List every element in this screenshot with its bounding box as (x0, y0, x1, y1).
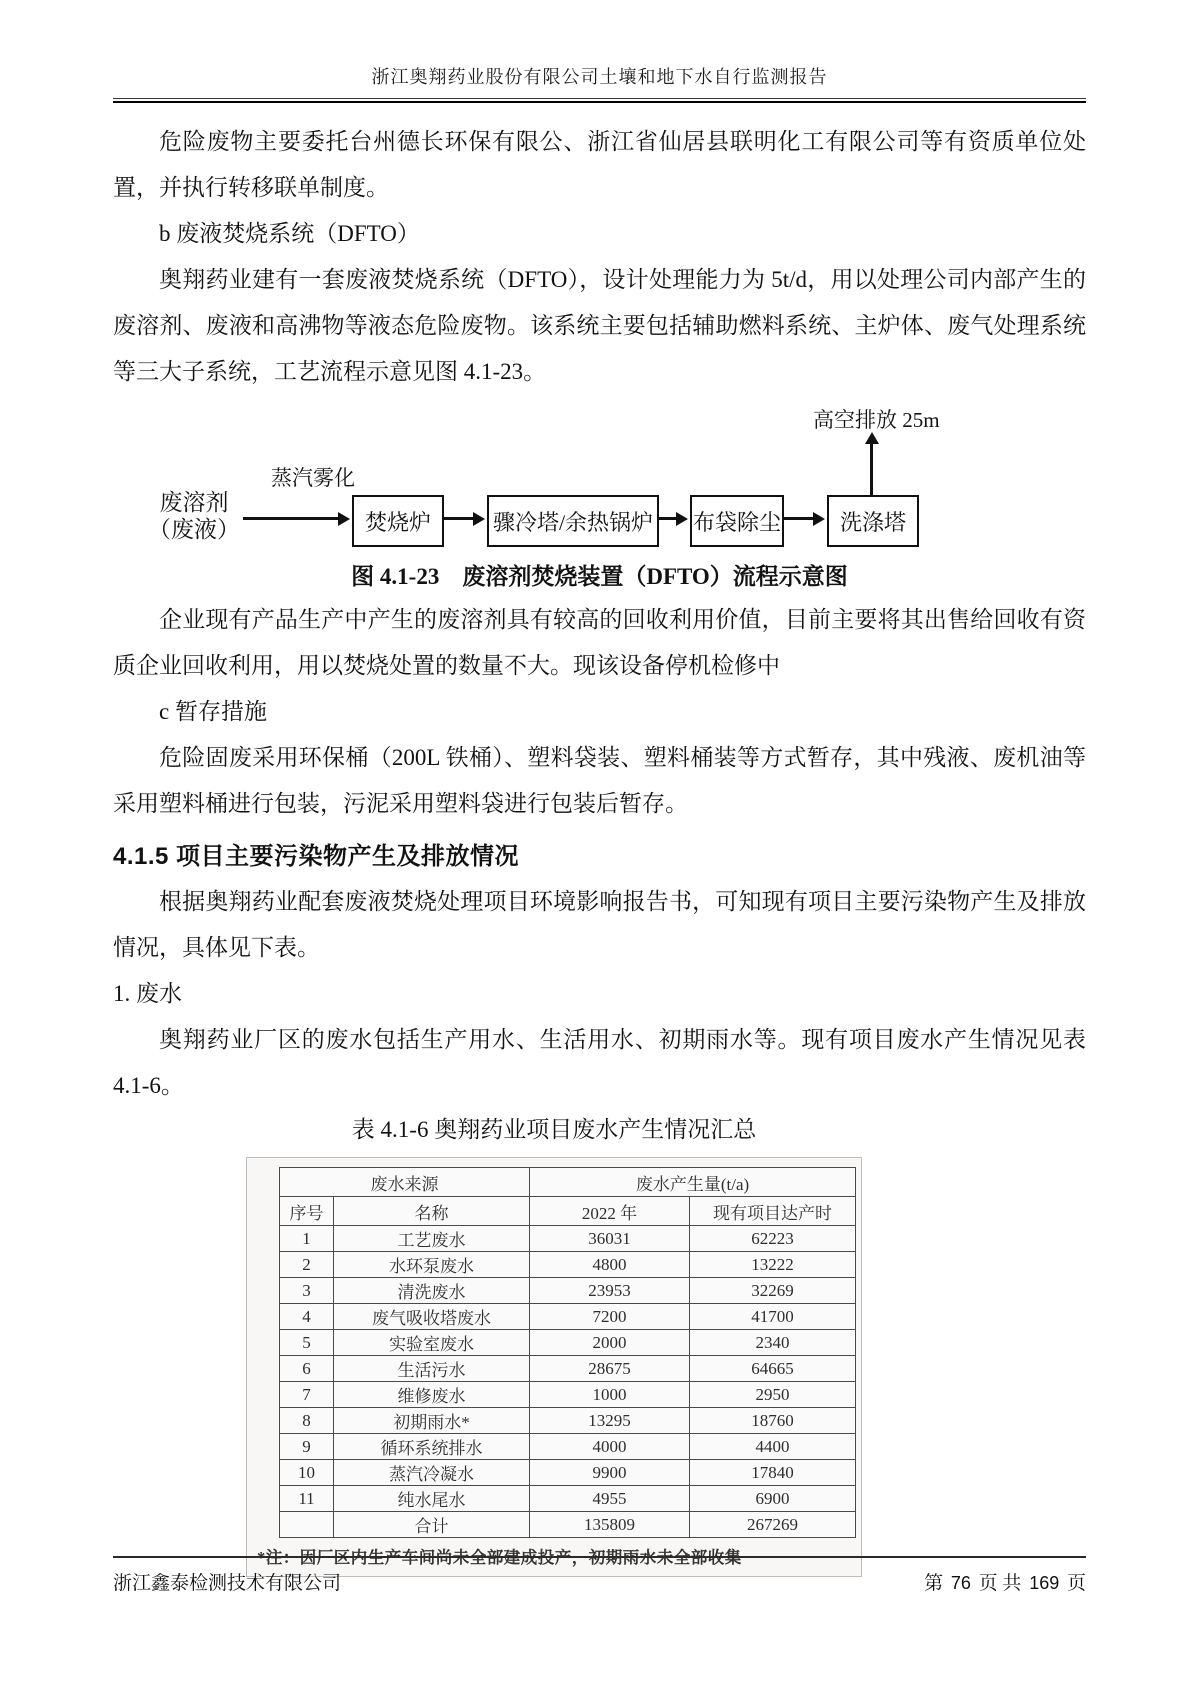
cell-2022: 4000 (530, 1434, 690, 1460)
cell-name: 清洗废水 (334, 1278, 530, 1304)
cell-name: 纯水尾水 (334, 1486, 530, 1512)
footer-page-total: 169 (1029, 1573, 1060, 1593)
header-divider (113, 98, 1086, 103)
report-title: 浙江奥翔药业股份有限公司土壤和地下水自行监测报告 (371, 67, 828, 87)
table-footnote: *注：因厂区内生产车间尚未全部建成投产，初期雨水未全部收集 (257, 1548, 742, 1567)
table-row (280, 1356, 856, 1382)
cell-no: 1 (280, 1226, 334, 1252)
table-row (280, 1252, 856, 1278)
cell-total-label: 合计 (334, 1512, 530, 1538)
stack-discharge-label: 高空排放 25m (813, 408, 940, 432)
group-header-amount: 废水产生量(t/a) (530, 1168, 856, 1197)
table-column-header-row (280, 1197, 856, 1226)
paragraph-dfto-intro: 奥翔药业建有一套废液焚烧系统（DFTO），设计处理能力为 5t/d，用以处理公司内部产生的废溶剂、废液和高沸物等液态危险废物。该系统主要包括辅助燃料系统、主炉体、废气处理系统等三大子系统，工艺流程示意见图 4.1-23。 (113, 267, 1086, 384)
cell-2022: 4800 (530, 1252, 690, 1278)
cell-capacity: 6900 (690, 1486, 856, 1512)
table-group-header-row (280, 1168, 856, 1197)
cell-name: 工艺废水 (334, 1226, 530, 1252)
cell-capacity: 64665 (690, 1356, 856, 1382)
footer-divider (113, 1556, 1086, 1558)
waste-solvent-line2: （废液） (148, 517, 240, 542)
bag-filter-box: 布袋除尘 (690, 495, 784, 547)
table-row (280, 1408, 856, 1434)
cell-no: 10 (280, 1460, 334, 1486)
section-heading-415: 4.1.5 项目主要污染物产生及排放情况 (113, 843, 520, 870)
cell-2022: 7200 (530, 1304, 690, 1330)
cell-no: 2 (280, 1252, 334, 1278)
table-row (280, 1486, 856, 1512)
cell-name: 维修废水 (334, 1382, 530, 1408)
cell-2022: 36031 (530, 1226, 690, 1252)
cell-capacity: 41700 (690, 1304, 856, 1330)
scrubber-box: 洗涤塔 (827, 495, 919, 547)
col-header-no: 序号 (280, 1197, 334, 1226)
cell-capacity: 2950 (690, 1382, 856, 1408)
cell-capacity: 4400 (690, 1434, 856, 1460)
footer-page-prefix: 第 (924, 1573, 944, 1594)
wastewater-table (279, 1167, 856, 1538)
col-header-capacity: 现有项目达产时 (690, 1197, 856, 1226)
footer-page-number: 76 (950, 1573, 971, 1593)
footer-page-info (924, 1568, 1086, 1595)
cell-capacity: 13222 (690, 1252, 856, 1278)
waste-solvent-label (148, 489, 240, 543)
table-row (280, 1226, 856, 1252)
table-row (280, 1330, 856, 1356)
cell-total-capacity: 267269 (690, 1512, 856, 1538)
flow-arrow-1 (243, 517, 339, 520)
cell-name: 废气吸收塔废水 (334, 1304, 530, 1330)
cell-empty (280, 1512, 334, 1538)
cell-no: 11 (280, 1486, 334, 1512)
cell-name: 生活污水 (334, 1356, 530, 1382)
table-row (280, 1278, 856, 1304)
cell-name: 初期雨水* (334, 1408, 530, 1434)
paragraph-hazwaste: 危险废物主要委托台州德长环保有限公、浙江省仙居县联明化工有限公司等有资质单位处置，并执行转移联单制度。 (113, 129, 1086, 200)
steam-atomization-label: 蒸汽雾化 (271, 466, 355, 490)
cell-capacity: 2340 (690, 1330, 856, 1356)
cell-2022: 13295 (530, 1408, 690, 1434)
col-header-name: 名称 (334, 1197, 530, 1226)
cell-no: 8 (280, 1408, 334, 1434)
cell-capacity: 32269 (690, 1278, 856, 1304)
cell-capacity: 62223 (690, 1226, 856, 1252)
cell-capacity: 18760 (690, 1408, 856, 1434)
paragraph-pollutants: 根据奥翔药业配套废液焚烧处理项目环境影响报告书，可知现有项目主要污染物产生及排放情况，具体见下表。 (113, 889, 1086, 960)
paragraph-recycle: 企业现有产品生产中产生的废溶剂具有较高的回收利用价值，目前主要将其出售给回收有资质企业回收利用，用以焚烧处置的数量不大。现该设备停机检修中 (113, 607, 1086, 678)
cell-no: 9 (280, 1434, 334, 1460)
dfto-flow-diagram (113, 407, 1086, 557)
scanned-table-region (246, 1157, 862, 1577)
paragraph-b-heading: b 废液焚烧系统（DFTO） (159, 221, 420, 246)
cell-name: 水环泵废水 (334, 1252, 530, 1278)
cell-2022: 4955 (530, 1486, 690, 1512)
cell-no: 7 (280, 1382, 334, 1408)
cell-no: 6 (280, 1356, 334, 1382)
quench-tower-box: 骤冷塔/余热锅炉 (487, 495, 659, 547)
page-header (113, 0, 1086, 103)
table-title: 表 4.1-6 奥翔药业项目废水产生情况汇总 (351, 1117, 757, 1142)
table-row (280, 1382, 856, 1408)
table-row (280, 1460, 856, 1486)
cell-total-2022: 135809 (530, 1512, 690, 1538)
waste-solvent-line1: 废溶剂 (159, 490, 229, 515)
paragraph-c-heading: c 暂存措施 (159, 699, 267, 724)
flow-arrow-3 (659, 517, 677, 520)
footer-company: 浙江鑫泰检测技术有限公司 (113, 1573, 342, 1594)
page-footer (113, 1556, 1086, 1595)
up-arrow (870, 443, 873, 495)
cell-2022: 1000 (530, 1382, 690, 1408)
cell-2022: 28675 (530, 1356, 690, 1382)
paragraph-wastewater-intro: 奥翔药业厂区的废水包括生产用水、生活用水、初期雨水等。现有项目废水产生情况见表 4.1-6。 (113, 1027, 1086, 1098)
cell-2022: 23953 (530, 1278, 690, 1304)
paragraph-storage: 危险固废采用环保桶（200L 铁桶）、塑料袋装、塑料桶装等方式暂存，其中残液、废机油等采用塑料桶进行包装，污泥采用塑料袋进行包装后暂存。 (113, 745, 1086, 816)
flow-arrow-4 (784, 517, 814, 520)
cell-capacity: 17840 (690, 1460, 856, 1486)
footer-page-suffix: 页 (1066, 1573, 1086, 1594)
table-row (280, 1434, 856, 1460)
col-header-2022: 2022 年 (530, 1197, 690, 1226)
cell-name: 循环系统排水 (334, 1434, 530, 1460)
cell-name: 蒸汽冷凝水 (334, 1460, 530, 1486)
cell-2022: 2000 (530, 1330, 690, 1356)
table-row (280, 1304, 856, 1330)
cell-2022: 9900 (530, 1460, 690, 1486)
footer-page-middle: 页 共 (978, 1573, 1022, 1594)
group-header-source: 废水来源 (280, 1168, 530, 1197)
figure-caption: 图 4.1-23 废溶剂焚烧装置（DFTO）流程示意图 (351, 564, 848, 589)
cell-no: 5 (280, 1330, 334, 1356)
paragraph-wastewater-heading: 1. 废水 (113, 981, 182, 1006)
cell-name: 实验室废水 (334, 1330, 530, 1356)
flow-arrow-2 (444, 517, 474, 520)
table-total-row (280, 1512, 856, 1538)
cell-no: 3 (280, 1278, 334, 1304)
incinerator-box: 焚烧炉 (352, 495, 444, 547)
cell-no: 4 (280, 1304, 334, 1330)
